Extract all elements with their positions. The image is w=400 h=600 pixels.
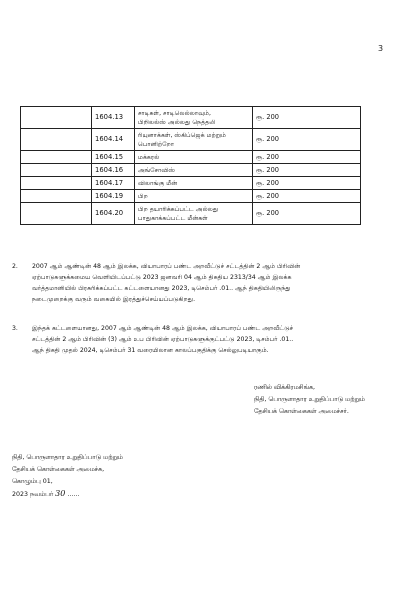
description-cell: மக்கரல்: [135, 151, 253, 164]
table-row: [21, 164, 361, 177]
rate-cell: ரூ. 200: [253, 164, 361, 177]
address-line: கொழும்பு 01,: [12, 478, 53, 485]
table-row: [21, 190, 361, 203]
hs-code-cell: 1604.16: [92, 164, 135, 177]
table-row: [21, 129, 361, 151]
blank-cell: [21, 203, 92, 225]
address-line: தேசியக் கொள்கைகள் அமைச்சு,: [12, 466, 105, 473]
description-line: பாதுகாக்கப்பட்ட மீன்கள்: [138, 214, 208, 222]
description-line: பிற தயாரிக்கப்பட்ட அல்லது: [138, 205, 219, 213]
table-row: [21, 107, 361, 129]
rate-cell: ரூ. 200: [253, 190, 361, 203]
description-cell: பிற: [135, 190, 253, 203]
rate-cell: ரூ. 200: [253, 177, 361, 190]
table-row: [21, 177, 361, 190]
page-number: 3: [378, 44, 384, 53]
blank-cell: [21, 164, 92, 177]
paragraph-number: 3.: [12, 325, 18, 332]
hs-code-cell: 1604.14: [92, 129, 135, 151]
minister-signature-block: [254, 382, 365, 418]
description-cell: [135, 107, 253, 129]
paragraph-line: இந்தக் கட்டளையானது, 2007 ஆம் ஆண்டின் 48 ஆம் இலக்க, வியாபாரப் பண்ட அறவீட்டுச்: [32, 325, 294, 332]
hs-code-cell: 1604.19: [92, 190, 135, 203]
ministry-address-block: [12, 452, 123, 501]
description-cell: [135, 129, 253, 151]
description-line: ரியுனாக்கள், ஸ்கிப்ஜெக் மற்றும்: [138, 131, 226, 139]
minister-title-line: தேசியக் கொள்கைகள் அமைச்சர்.: [254, 408, 349, 415]
description-line: பொனிற்றோ: [138, 140, 175, 148]
paragraph-line: 2007 ஆம் ஆண்டின் 48 ஆம் இலக்க, வியாபாரப் பண்ட அறவீட்டுச் சட்டத்தின் 2 ஆம் பிரிவின்: [32, 263, 301, 270]
description-cell: அங்சோவிஸ்: [135, 164, 253, 177]
minister-title-line: நிதி, பொருளாதார உறுதிப்பாடு மற்றும்: [254, 396, 365, 403]
date-prefix: 2023 நவம்பர்: [12, 491, 54, 498]
table-row: [21, 151, 361, 164]
paragraph-text: [32, 323, 352, 356]
address-line: நிதி, பொருளாதார உறுதிப்பாடு மற்றும்: [12, 454, 123, 461]
tariff-table: [20, 106, 361, 225]
hs-code-cell: 1604.20: [92, 203, 135, 225]
blank-cell: [21, 107, 92, 129]
rate-cell: ரூ. 200: [253, 151, 361, 164]
blank-cell: [21, 151, 92, 164]
paragraph-number: 2.: [12, 263, 18, 270]
rate-cell: ரூ. 200: [253, 129, 361, 151]
paragraph-text: [32, 261, 352, 305]
paragraph-line: ஏற்பாடுகளுக்கமைய வெளியிடப்பட்டு 2023 ஜனவரி 04 ஆம் திகதிய 2313/34 ஆம் இலக்க: [32, 274, 292, 281]
paragraph-line: வர்த்தமானியில் பிரசுரிக்கப்பட்ட கட்டளையானது 2023, டிசெம்பர் .01.. ஆந் திகதியிலிருந்து: [32, 285, 291, 292]
table-row: [21, 203, 361, 225]
paragraph-line: ஆந் திகதி முதல் 2024, டிசெம்பர் 31 வரையிலான காலப்பகுதிக்கு செல்லுபடியாகும்.: [32, 347, 269, 354]
rate-cell: ரூ. 200: [253, 107, 361, 129]
rate-cell: ரூ. 200: [253, 203, 361, 225]
paragraph-line: சட்டத்தின் 2 ஆம் பிரிவின் (3) ஆம் உப பிரிவின் ஏற்பாடுகளுக்குட்பட்டு 2023, டிசம்பர் .01..: [32, 336, 294, 343]
blank-cell: [21, 129, 92, 151]
date-line: 2023 நவம்பர் 30 ......: [12, 489, 80, 498]
description-cell: விலாங்கு மீன்: [135, 177, 253, 190]
minister-name: ரணில் விக்கிரமசிங்க,: [254, 384, 315, 391]
paragraph-line: நடைமுறைக்கு வரும் வகையில் இரத்துச்செய்யப்படுகிறது.: [32, 296, 196, 303]
blank-cell: [21, 190, 92, 203]
description-cell: [135, 203, 253, 225]
hs-code-cell: 1604.13: [92, 107, 135, 129]
hs-code-cell: 1604.15: [92, 151, 135, 164]
hs-code-cell: 1604.17: [92, 177, 135, 190]
date-day-handwritten: 30: [55, 489, 66, 498]
description-line: பிறிலல்ஸ் அல்லது நெத்தலி: [138, 118, 216, 126]
blank-cell: [21, 177, 92, 190]
description-line: சாடிகள், சாடிலெல்லாவும்,: [138, 109, 211, 117]
